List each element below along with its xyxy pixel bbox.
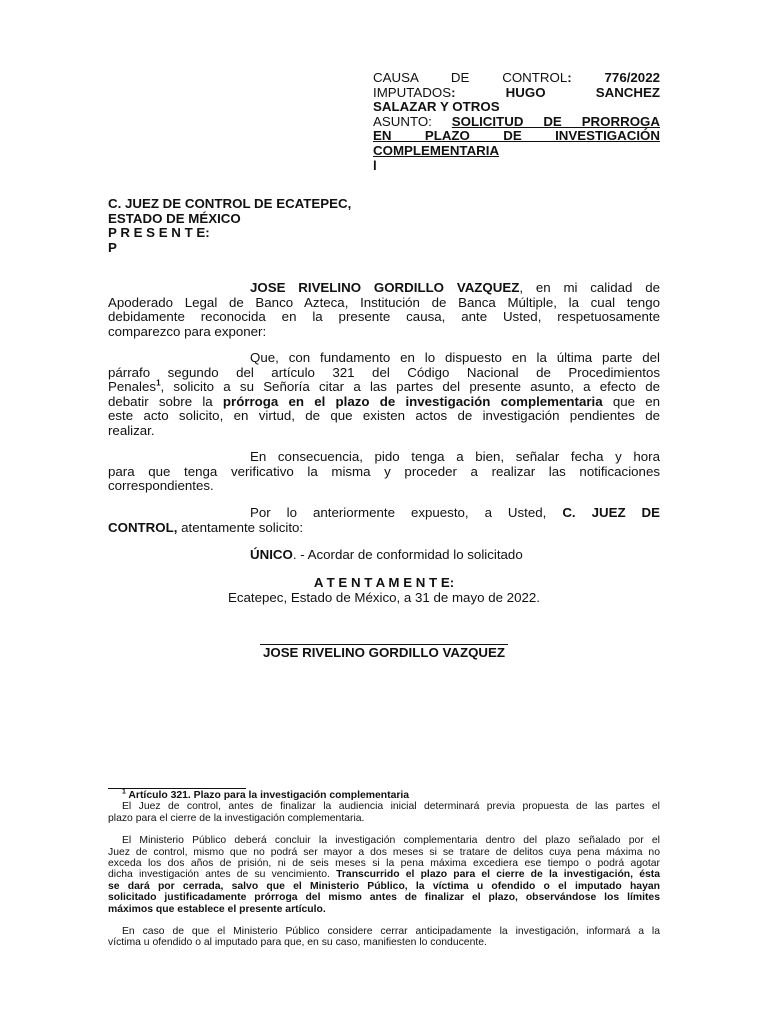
asunto-line-4: l bbox=[373, 157, 377, 173]
extension-request-bold: prórroga en el plazo de investigación complementaria bbox=[222, 393, 603, 409]
case-header bbox=[373, 71, 660, 173]
signature-name: JOSE RIVELINO GORDILLO VAZQUEZ bbox=[262, 645, 506, 660]
paragraph-closing: Por lo anteriormente expuesto, a Usted, C. JUEZ DE CONTROL, atentamente solicito: bbox=[108, 505, 660, 535]
paragraph-intro: JOSE RIVELINO GORDILLO VAZQUEZ, en mi calidad de Apoderado Legal de Banco Azteca, Institución de Banca Múltiple, la cual tengo debidamente reconocida en la presente causa, ante Usted, respetuosamente comparezco para exponer: bbox=[108, 280, 660, 339]
asunto-line: ASUNTO: SOLICITUD DE PRORROGA bbox=[373, 113, 660, 129]
imputados-line-2: SALAZAR Y OTROS bbox=[373, 99, 500, 115]
place-date: Ecatepec, Estado de México, a 31 de mayo de 2022. bbox=[228, 590, 540, 605]
addressee-judge: C. JUEZ DE CONTROL DE ECATEPEC, bbox=[108, 196, 352, 211]
paragraph-request: Que, con fundamento en lo dispuesto en la última parte del párrafo segundo del artículo 321 del Código Nacional de Procedimientos Penales$^1$, solicito a su Señoría citar a las partes del presente asunto, a efecto de debatir sobre la prórroga en el plazo de investigación complementaria que en este acto solicito, en virtud, de que existen actos de investigación pendientes de realizar. bbox=[108, 350, 661, 438]
footnote-separator bbox=[108, 788, 246, 789]
imputados-line: IMPUTADOS: HUGO SANCHEZ bbox=[373, 84, 660, 100]
addressee-state: ESTADO DE MÉXICO bbox=[108, 210, 241, 226]
addressee-presente: P R E S E N T E: bbox=[108, 225, 210, 241]
footnote-title: $^1$ Artículo 321. Plazo para la investigación complementaria bbox=[122, 788, 410, 801]
addressee-block bbox=[108, 197, 508, 255]
asunto-line-2: EN PLAZO DE INVESTIGACIÓN bbox=[373, 128, 660, 144]
causa-number: 776/2022 bbox=[604, 70, 660, 85]
footnote-block: $^1$ Artículo 321. Plazo para la investigación complementaria El Juez de control, antes de finalizar la audiencia inicial determinará previa propuesta de las partes el plazo para el cierre de la investigación complementaria. El Ministerio Público deberá concluir la investigación complementaria dentro del plazo señalado por el Juez de control, mismo que no podrá ser mayor a dos meses si se tratare de delitos cuya pena máxima no exceda los dos años de prisión, ni de seis meses si la pena máxima excediera ese tiempo o podrá agotar dicha investigación antes de su vencimiento. Transcurrido el plazo para el cierre de la investigación, ésta se dará por cerrada, salvo que el Ministerio Público, la víctima u ofendido o el imputado hayan solicitado justificadamente prórroga del mismo antes de finalizar el plazo, observándose los límites máximos que establece el presente artículo. En caso de que el Ministerio Público considere cerrar anticipadamente la investigación, informará a la víctima u ofendido o al imputado para que, en su caso, manifiesten lo conducente. bbox=[108, 788, 660, 949]
asunto-line-3: COMPLEMENTARIA bbox=[373, 142, 500, 158]
atentamente-heading: A T E N T A M E N T E: bbox=[313, 575, 455, 590]
addressee-stray-letter: P bbox=[108, 239, 117, 255]
causa-line: CAUSA DE CONTROL: 776/2022 bbox=[373, 70, 660, 85]
unico-petition: ÚNICO. - Acordar de conformidad lo solicitado bbox=[250, 547, 523, 562]
petitioner-name: JOSE RIVELINO GORDILLO VAZQUEZ bbox=[250, 280, 520, 295]
paragraph-consequence: En consecuencia, pido tenga a bien, señalar fecha y hora para que tenga verificativo la misma y proceder a realizar las notificaciones correspondientes. bbox=[108, 449, 660, 494]
footnote-ref: 1 bbox=[156, 378, 161, 388]
